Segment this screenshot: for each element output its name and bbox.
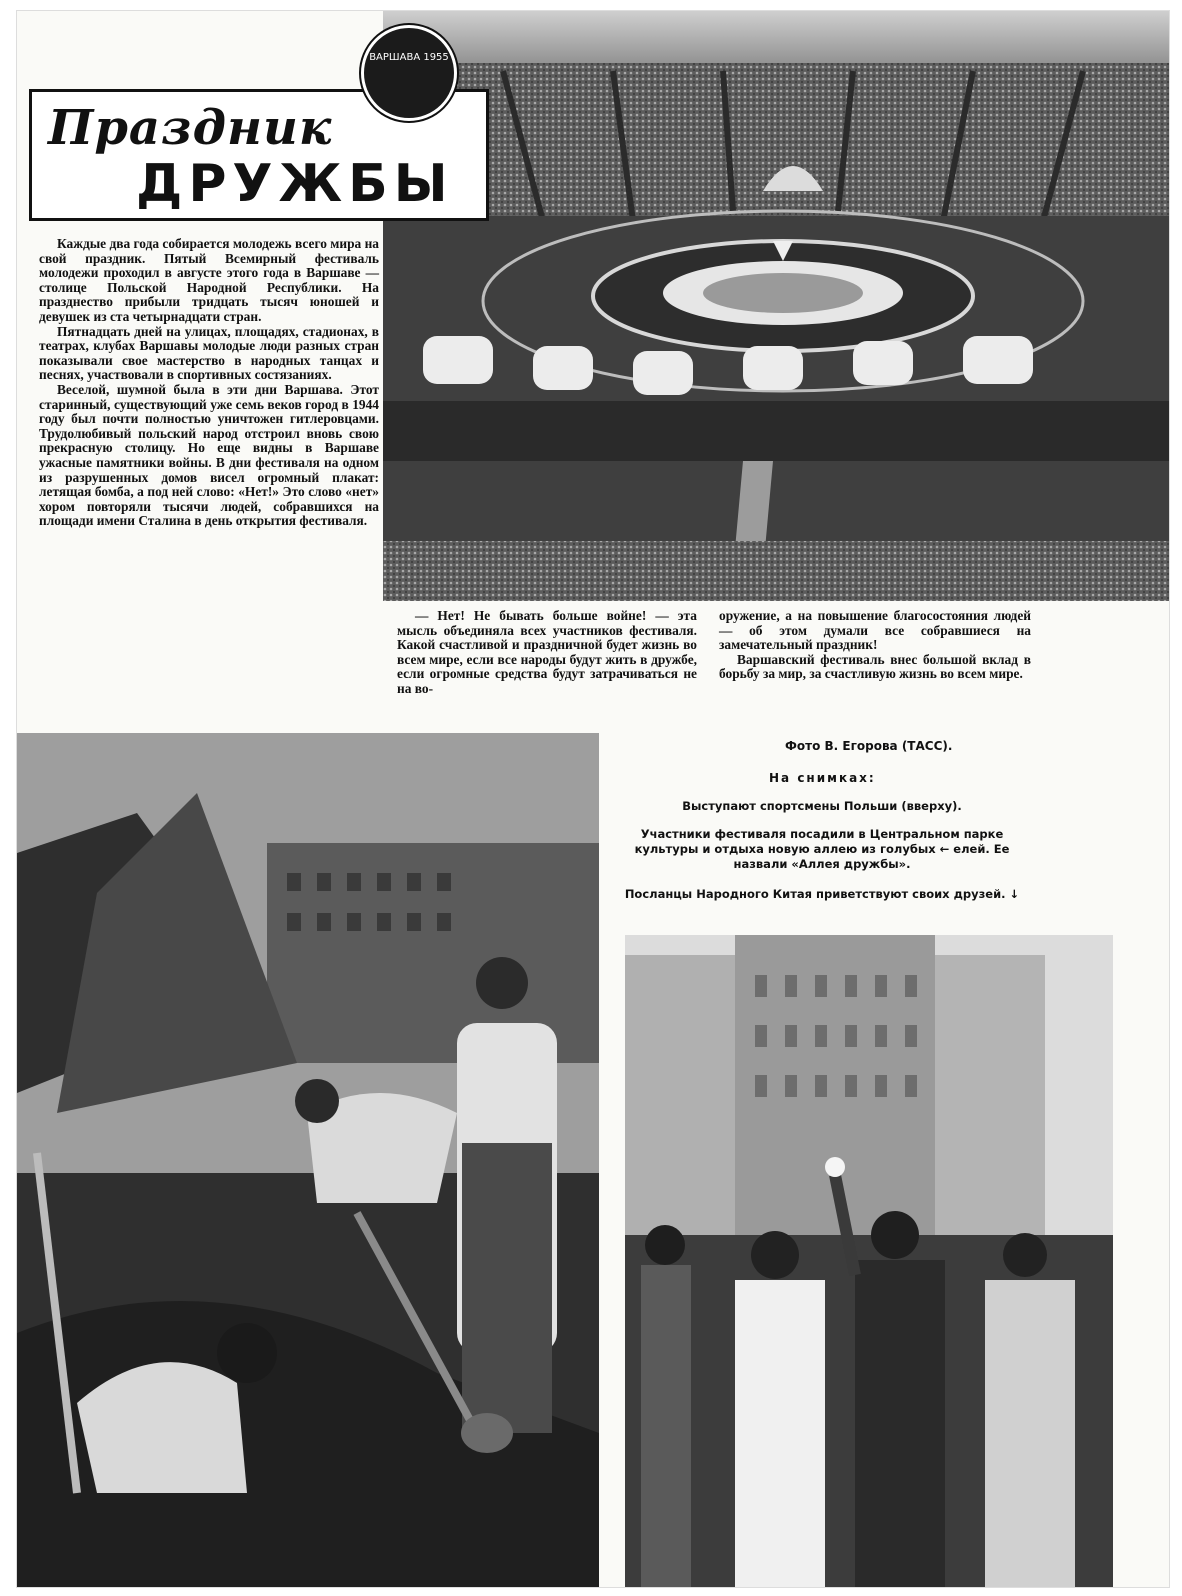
paragraph: Варшавский фестиваль внес большой вклад в борьбу за мир, за счастливую жизнь во всем мире. [719,651,1031,682]
festival-emblem-icon [361,25,457,121]
delegation-illustration [625,935,1113,1587]
article-column-1 [39,237,379,529]
article-column-3 [719,609,1031,682]
tree-planting-illustration [17,733,599,1587]
stadium-illustration [383,11,1169,601]
magazine-page [16,10,1170,1588]
emblem-label: ВАРШАВА 1955 [369,52,449,63]
headline-block: ДРУЖБЫ [136,154,454,214]
paragraph: оружение, а на повышение благосостояния людей — об этом думали все собравшиеся на замечательный праздник! [719,608,1031,653]
headline-script: Праздник [48,100,333,156]
paragraph: Веселой, шумной была в эти дни Варшава. Этот старинный, существующий уже семь веков город в 1944 году был почти полностью уничтожен гитлеровцами. Трудолюбивый польский народ отстроил вновь свою прекрасную столицу. Но еще видны в Варшаве ужасные памятники войны. В дни фестиваля на одном из разрушенных домов висел огромный плакат: летящая бомба, а под ней слово: «Нет!» Это слово «нет» хором повторяли тысячи людей, собравшихся на площади имени Сталина в день открытия фестиваля. [39,381,379,529]
delegation-photo [625,935,1113,1587]
caption-right-photo: Посланцы Народного Китая приветствуют своих друзей. ↓ [624,887,1020,901]
captions-heading: На снимках: [769,771,876,785]
paragraph: Каждые два года собирается молодежь всего мира на свой праздник. Пятый Всемирный фестиваль молодежи проходил в августе этого года в Варшаве — столице Польской Народной Республики. На празднество прибыли тридцать тысяч юношей и девушек из ста четырнадцати стран. [39,236,379,324]
paragraph: — Нет! Не бывать больше войне! — эта мысль объединяла всех участников фестиваля. Какой счастливой и праздничной будет жизнь во всем мире, если все народы будут жить в дружбе, если огромные средства будут затрачиваться не на во- [397,608,697,696]
tree-planting-photo [17,733,599,1587]
photo-credit: Фото В. Егорова (ТАСС). [785,739,953,753]
caption-left-photo: Участники фестиваля посадили в Центральном парке культуры и отдыха новую аллею из голубых ← елей. Ее назвали «Аллея дружбы». [634,827,1010,871]
stadium-photo [383,11,1169,601]
caption-top-photo: Выступают спортсмены Польши (вверху). [682,799,962,813]
article-column-2 [397,609,697,697]
paragraph: Пятнадцать дней на улицах, площадях, стадионах, в театрах, клубах Варшавы молодые люди разных стран показывали свое мастерство в народных танцах и песнях, участвовали в спортивных состязаниях. [39,323,379,383]
